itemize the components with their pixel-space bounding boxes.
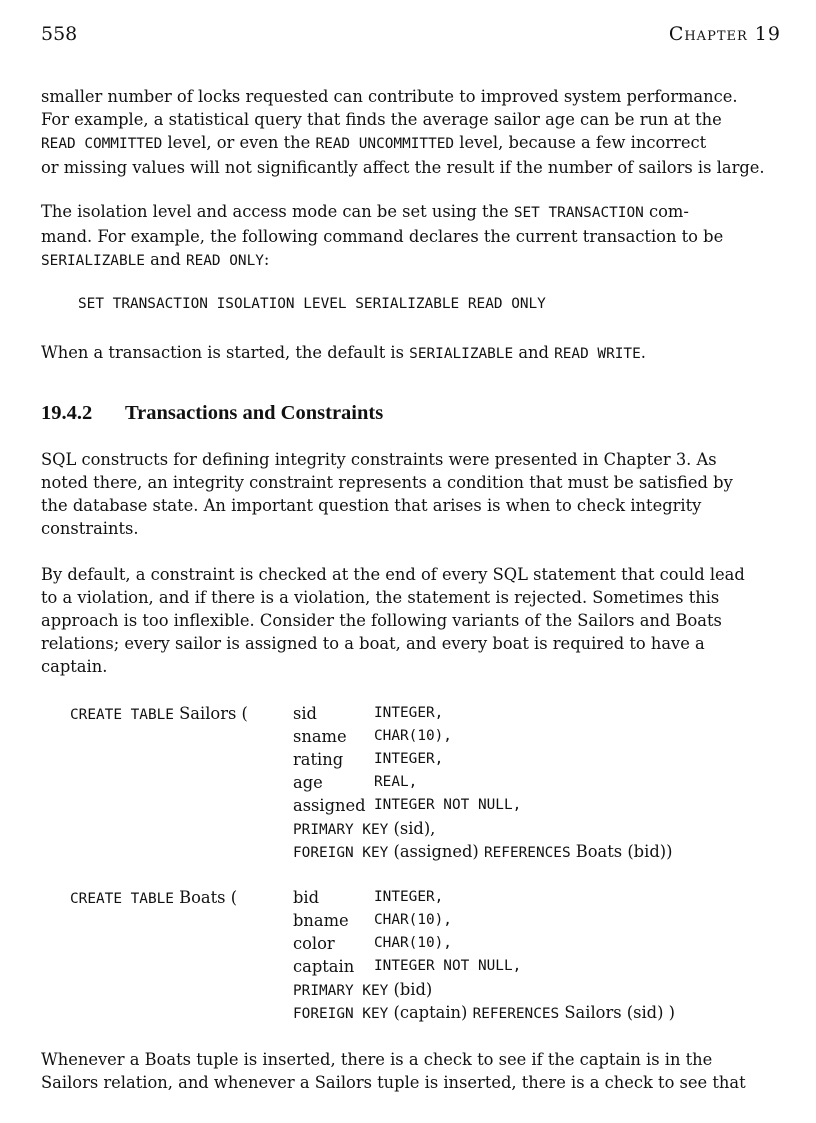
column-name: color xyxy=(293,934,335,953)
running-head xyxy=(41,22,781,46)
sql-keyword: READ UNCOMMITTED xyxy=(315,136,455,152)
code-set-transaction: SET TRANSACTION ISOLATION LEVEL SERIALIZABLE READ ONLY xyxy=(78,296,546,312)
text-line xyxy=(41,131,781,156)
text-line xyxy=(41,248,781,273)
column-type: CHAR(10), xyxy=(374,935,452,951)
column-name: sname xyxy=(293,727,347,746)
page-number: 558 xyxy=(41,23,78,45)
text-fragment: When a transaction is started, the default is xyxy=(41,343,410,362)
foreign-key-clause xyxy=(293,1001,675,1026)
sql-keyword: PRIMARY KEY xyxy=(293,822,389,838)
chapter-label: Chapter 19 xyxy=(668,23,781,45)
text-line: For example, a statistical query that finds the average sailor age can be run at the xyxy=(41,110,722,129)
column-type: INTEGER NOT NULL, xyxy=(374,958,522,974)
paragraph-default xyxy=(41,341,781,366)
column-name: bid xyxy=(293,888,320,907)
column-type: INTEGER, xyxy=(374,751,444,767)
text-fragment: : xyxy=(263,250,270,269)
text-line: Whenever a Boats tuple is inserted, there is a check to see if the captain is in the xyxy=(41,1050,713,1069)
sql-keyword: READ COMMITTED xyxy=(41,136,163,152)
text-fragment: The isolation level and access mode can be set using the xyxy=(41,202,514,221)
text-fragment: and xyxy=(144,250,186,269)
column-name: assigned xyxy=(293,796,366,815)
column-type: CHAR(10), xyxy=(374,912,452,928)
text-line: By default, a constraint is checked at the end of every SQL statement that could lead xyxy=(41,565,745,584)
sql-keyword: READ ONLY xyxy=(185,253,264,269)
text-line: SQL constructs for defining integrity constraints were presented in Chapter 3. As xyxy=(41,450,717,469)
column-name: sid xyxy=(293,704,317,723)
primary-key-clause xyxy=(293,817,435,842)
text-line: constraints. xyxy=(41,519,139,538)
column-name: age xyxy=(293,773,323,792)
text-fragment: (captain) xyxy=(388,1003,473,1022)
foreign-key-clause xyxy=(293,840,672,865)
text-line xyxy=(41,341,781,366)
sql-keyword: REFERENCES xyxy=(472,1006,560,1022)
text-fragment: level, or even the xyxy=(162,133,316,152)
paragraph-locks xyxy=(41,85,781,179)
sql-keyword: READ WRITE xyxy=(554,346,641,362)
text-fragment: (bid) xyxy=(388,980,433,999)
sql-keyword: FOREIGN KEY xyxy=(293,1006,389,1022)
text-line xyxy=(41,200,781,225)
column-type: CHAR(10), xyxy=(374,728,452,744)
paragraph-isolation xyxy=(41,200,781,273)
sql-keyword: FOREIGN KEY xyxy=(293,845,389,861)
sql-keyword: PRIMARY KEY xyxy=(293,983,389,999)
sql-keyword: CREATE TABLE xyxy=(70,707,174,723)
text-fragment: Boats (bid)) xyxy=(570,842,673,861)
section-title: Transactions and Constraints xyxy=(125,402,384,424)
text-fragment: Sailors (sid) ) xyxy=(559,1003,675,1022)
column-type: INTEGER, xyxy=(374,705,444,721)
text-line: Sailors relation, and whenever a Sailors tuple is inserted, there is a check to see that xyxy=(41,1073,746,1092)
table-name: Sailors ( xyxy=(173,704,248,723)
text-fragment: com- xyxy=(643,202,689,221)
column-type: REAL, xyxy=(374,774,418,790)
column-name: bname xyxy=(293,911,349,930)
text-line: or missing values will not significantly affect the result if the number of sailors is large. xyxy=(41,158,765,177)
text-line: approach is too inflexible. Consider the following variants of the Sailors and Boats xyxy=(41,611,722,630)
sql-keyword: SERIALIZABLE xyxy=(409,346,514,362)
sql-keyword: CREATE TABLE xyxy=(70,891,174,907)
text-fragment: . xyxy=(640,343,646,362)
text-line: captain. xyxy=(41,657,108,676)
text-line: relations; every sailor is assigned to a boat, and every boat is required to have a xyxy=(41,634,705,653)
column-type: INTEGER NOT NULL, xyxy=(374,797,522,813)
text-line: noted there, an integrity constraint represents a condition that must be satisfied by xyxy=(41,473,733,492)
text-line: the database state. An important question that arises is when to check integrity xyxy=(41,496,702,515)
paragraph-insert-check xyxy=(41,1048,781,1094)
text-line: to a violation, and if there is a violation, the statement is rejected. Sometimes this xyxy=(41,588,720,607)
text-line: mand. For example, the following command declares the current transaction to be xyxy=(41,227,724,246)
primary-key-clause xyxy=(293,978,432,1003)
sql-keyword: REFERENCES xyxy=(483,845,571,861)
text-line: smaller number of locks requested can contribute to improved system performance. xyxy=(41,87,738,106)
table-name: Boats ( xyxy=(173,888,238,907)
text-fragment: and xyxy=(513,343,555,362)
create-table-header xyxy=(70,702,248,727)
create-table-header xyxy=(70,886,237,911)
column-name: rating xyxy=(293,750,344,769)
section-heading xyxy=(41,400,383,426)
text-fragment: (assigned) xyxy=(388,842,484,861)
text-fragment: (sid), xyxy=(388,819,436,838)
paragraph-constraints-intro xyxy=(41,448,781,540)
text-fragment: level, because a few incorrect xyxy=(454,133,707,152)
sql-keyword: SET TRANSACTION xyxy=(513,205,644,221)
section-number: 19.4.2 xyxy=(41,402,93,424)
sql-keyword: SERIALIZABLE xyxy=(41,253,145,269)
column-type: INTEGER, xyxy=(374,889,444,905)
paragraph-default-check xyxy=(41,563,781,678)
column-name: captain xyxy=(293,957,355,976)
